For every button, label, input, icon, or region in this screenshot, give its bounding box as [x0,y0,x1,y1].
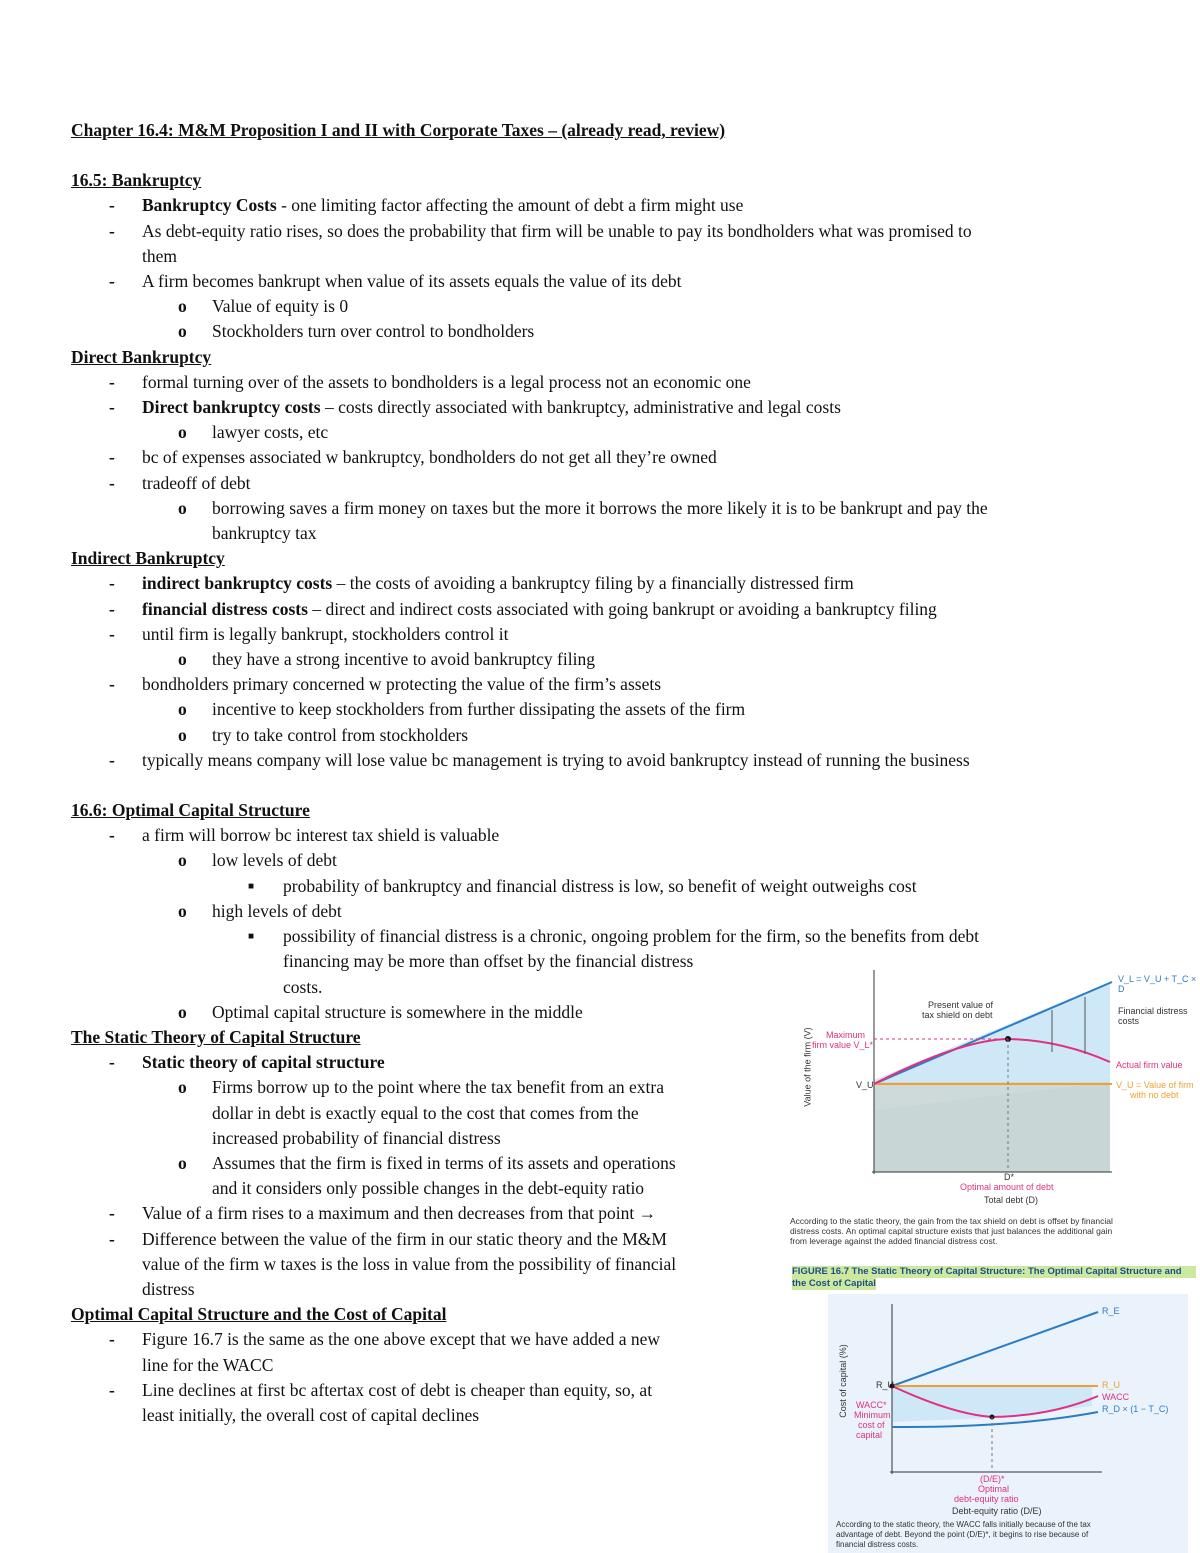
chapter-title: Chapter 16.4: M&M Proposition I and II with Corporate Taxes – (already read, review) [71,120,726,140]
fig1-xlabel: Total debt (D) [984,1195,1039,1205]
dash-bullet: - [109,749,115,770]
fig1-pv-label-b: tax shield on debt [922,1010,993,1020]
dash-bullet: - [109,598,115,619]
fig2-title-b: the Cost of Capital [792,1278,876,1289]
o-bullet: o [178,422,187,443]
sub-list-item: o lawyer costs, etc [71,420,1141,445]
dash-bullet: - [109,371,115,392]
dash-bullet: - [109,1379,115,1400]
square-bullet: ■ [248,931,255,943]
section-heading-direct: Direct Bankruptcy [71,346,212,367]
fig1-caption-c: from leverage against the added financial distress cost. [790,1236,998,1246]
o-bullet: o [178,296,187,317]
dash-bullet: - [109,1329,115,1350]
fig2-min-d: capital [856,1430,883,1440]
sub-list-item: o low levels of debt [71,848,1141,873]
sub-sub-list-item: ■ possibility of financial distress is a chronic, ongoing problem for the firm, so the benefits from debt [71,924,1141,949]
fig1-max-label-b: firm value V_L* [812,1040,874,1050]
fig1-optimal-label: Optimal amount of debt [960,1182,1054,1192]
dash-bullet: - [109,271,115,292]
fig1-max-label-a: Maximum [826,1030,866,1040]
o-bullet: o [178,850,187,871]
list-item-continued: them [142,245,177,266]
fig2-caption-c: financial distress costs. [836,1540,919,1549]
sub-list-item-continued: dollar in debt is exactly equal to the cost that comes from the [212,1102,639,1123]
sub-sub-list-item-continued: costs. [283,976,323,997]
dash-bullet: - [109,674,115,695]
o-bullet: o [178,497,187,518]
dash-bullet: - [109,573,115,594]
fig1-pv-label-a: Present value of [928,1000,994,1010]
o-bullet: o [178,321,187,342]
fig1-caption-b: distress costs. An optimal capital structure exists that just balances the additional gain [790,1226,1113,1236]
list-item: - indirect bankruptcy costs – the costs of avoiding a bankruptcy filing by a financially distressed firm [71,571,1141,596]
section-heading-cost-of-capital: Optimal Capital Structure and the Cost of Capital [71,1304,447,1325]
list-item-continued: distress [142,1278,195,1299]
fig1-vu-label-a: V_U = Value of firm [1116,1080,1194,1090]
list-item: - bondholders primary concerned w protecting the value of the firm’s assets [71,672,1141,697]
list-item: - Static theory of capital structure [71,1050,1141,1075]
sub-list-item: o borrowing saves a firm money on taxes but the more it borrows the more likely it is to be bankrupt and pay the [71,496,1141,521]
sub-list-item: o Stockholders turn over control to bondholders [71,319,1141,344]
re-line [892,1312,1098,1386]
dash-bullet: - [109,825,115,846]
list-item: - Line declines at first bc aftertax cost of debt is cheaper than equity, so, at [71,1378,1141,1403]
fig2-ylabel: Cost of capital (%) [837,1344,848,1418]
sub-list-item: o incentive to keep stockholders from further dissipating the assets of the firm [71,697,1141,722]
section-heading-static: The Static Theory of Capital Structure [71,1026,361,1047]
fig2-min-b: Minimum [854,1410,891,1420]
fig1-vu-label-b: with no debt [1130,1090,1179,1100]
sub-sub-list-item: ■ probability of bankruptcy and financial distress is low, so benefit of weight outweighs cost [71,874,1141,899]
figure-16-7-cost-of-capital [792,1264,1196,1553]
fig1-vl-label: V_L = V_U + T_C × D [1118,974,1197,994]
list-item: - a firm will borrow bc interest tax shield is valuable [71,823,1141,848]
fig2-ru-axis: R_U [876,1380,895,1390]
o-bullet: o [178,1001,187,1022]
fig2-min-a: WACC* [856,1400,887,1410]
fig2-re-label: R_E [1102,1306,1120,1316]
list-item: - A firm becomes bankrupt when value of its assets equals the value of its debt [71,269,1141,294]
list-item: - Bankruptcy Costs - one limiting factor affecting the amount of debt a firm might use [71,193,1141,218]
list-item: - financial distress costs – direct and indirect costs associated with going bankrupt or avoiding a bankruptcy filing [71,597,1141,622]
figure-static-theory-value [790,962,1200,1252]
list-item-continued: line for the WACC [142,1354,274,1375]
fig2-opt-b: debt-equity ratio [954,1494,1019,1504]
list-item: - bc of expenses associated w bankruptcy, bondholders do not get all they’re owned [71,445,1141,470]
list-item-continued: least initially, the overall cost of capital declines [142,1404,480,1425]
fig2-min-c: cost of [858,1420,885,1430]
dash-bullet: - [109,220,115,241]
fig1-fd-label-b: costs [1118,1016,1140,1026]
sub-list-item: o Value of equity is 0 [71,294,1141,319]
sub-list-item-continued: and it considers only possible changes in the debt-equity ratio [212,1178,645,1199]
sub-list-item: o Firms borrow up to the point where the tax benefit from an extra [71,1075,1141,1100]
fig1-fd-label-a: Financial distress [1118,1006,1188,1016]
fig2-rd-label: R_D × (1 − T_C) [1102,1404,1169,1414]
fig1-ylabel: Value of the firm (V) [802,1027,813,1107]
o-bullet: o [178,900,187,921]
dash-bullet: - [109,397,115,418]
fig1-actual-label: Actual firm value [1116,1060,1183,1070]
fig2-de-star: (D/E)* [980,1474,1005,1484]
list-item: - As debt-equity ratio rises, so does the probability that firm will be unable to pay its bondholders what was promised to [71,219,1141,244]
fig2-caption-a: According to the static theory, the WACC falls initially because of the tax [836,1520,1091,1529]
fig2-opt-a: Optimal [978,1484,1010,1494]
o-bullet: o [178,724,187,745]
dash-bullet: - [109,1052,115,1073]
square-bullet: ■ [248,880,255,892]
sub-list-item-continued: increased probability of financial distress [212,1127,501,1148]
section-heading-optimal: 16.6: Optimal Capital Structure [71,800,310,821]
list-item: - Difference between the value of the firm in our static theory and the M&M [71,1227,1141,1252]
list-item: - Figure 16.7 is the same as the one above except that we have added a new [71,1327,1141,1352]
fig2-title-a: FIGURE 16.7 The Static Theory of Capital Structure: The Optimal Capital Structure and [792,1266,1196,1278]
base-area [874,1082,1110,1172]
o-bullet: o [178,1152,187,1173]
fig2-caption-b: advantage of debt. Beyond the point (D/E)*, it begins to rise because of [836,1530,1089,1539]
dash-bullet: - [109,1203,115,1224]
o-bullet: o [178,699,187,720]
list-item: - formal turning over of the assets to bondholders is a legal process not an economic one [71,370,1141,395]
sub-list-item-continued: bankruptcy tax [212,523,317,544]
sub-list-item: o Optimal capital structure is somewhere in the middle [71,1000,1141,1025]
section-heading-bankruptcy: 16.5: Bankruptcy [71,170,202,191]
fig1-vu-axis-label: V_U [856,1080,874,1090]
sub-list-item: o Assumes that the firm is fixed in terms of its assets and operations [71,1151,1141,1176]
list-item: - typically means company will lose value bc management is trying to avoid bankruptcy instead of running the business [71,748,1141,773]
fig2-xlabel: Debt-equity ratio (D/E) [952,1506,1042,1516]
sub-list-item: o try to take control from stockholders [71,723,1141,748]
list-item-continued: value of the firm w taxes is the loss in value from the possibility of financial [142,1253,677,1274]
dash-bullet: - [109,1228,115,1249]
dash-bullet: - [109,472,115,493]
section-heading-indirect: Indirect Bankruptcy [71,548,225,569]
list-item: - until firm is legally bankrupt, stockholders control it [71,622,1141,647]
list-item: - Value of a firm rises to a maximum and then decreases from that point → [71,1201,1141,1226]
dash-bullet: - [109,623,115,644]
o-bullet: o [178,649,187,670]
o-bullet: o [178,1077,187,1098]
fig1-caption-a: According to the static theory, the gain from the tax shield on debt is offset by financial [790,1216,1113,1226]
fig2-wacc-label: WACC [1102,1392,1130,1402]
sub-list-item: o high levels of debt [71,899,1141,924]
list-item: - Direct bankruptcy costs – costs directly associated with bankruptcy, administrative and legal costs [71,395,1141,420]
sub-sub-list-item-continued: financing may be more than offset by the financial distress [283,951,694,972]
dash-bullet: - [109,195,115,216]
list-item: - tradeoff of debt [71,471,1141,496]
dash-bullet: - [109,447,115,468]
fig1-dstar: D* [1004,1172,1015,1182]
sub-list-item: o they have a strong incentive to avoid bankruptcy filing [71,647,1141,672]
fig2-ru-label: R_U [1102,1380,1121,1390]
